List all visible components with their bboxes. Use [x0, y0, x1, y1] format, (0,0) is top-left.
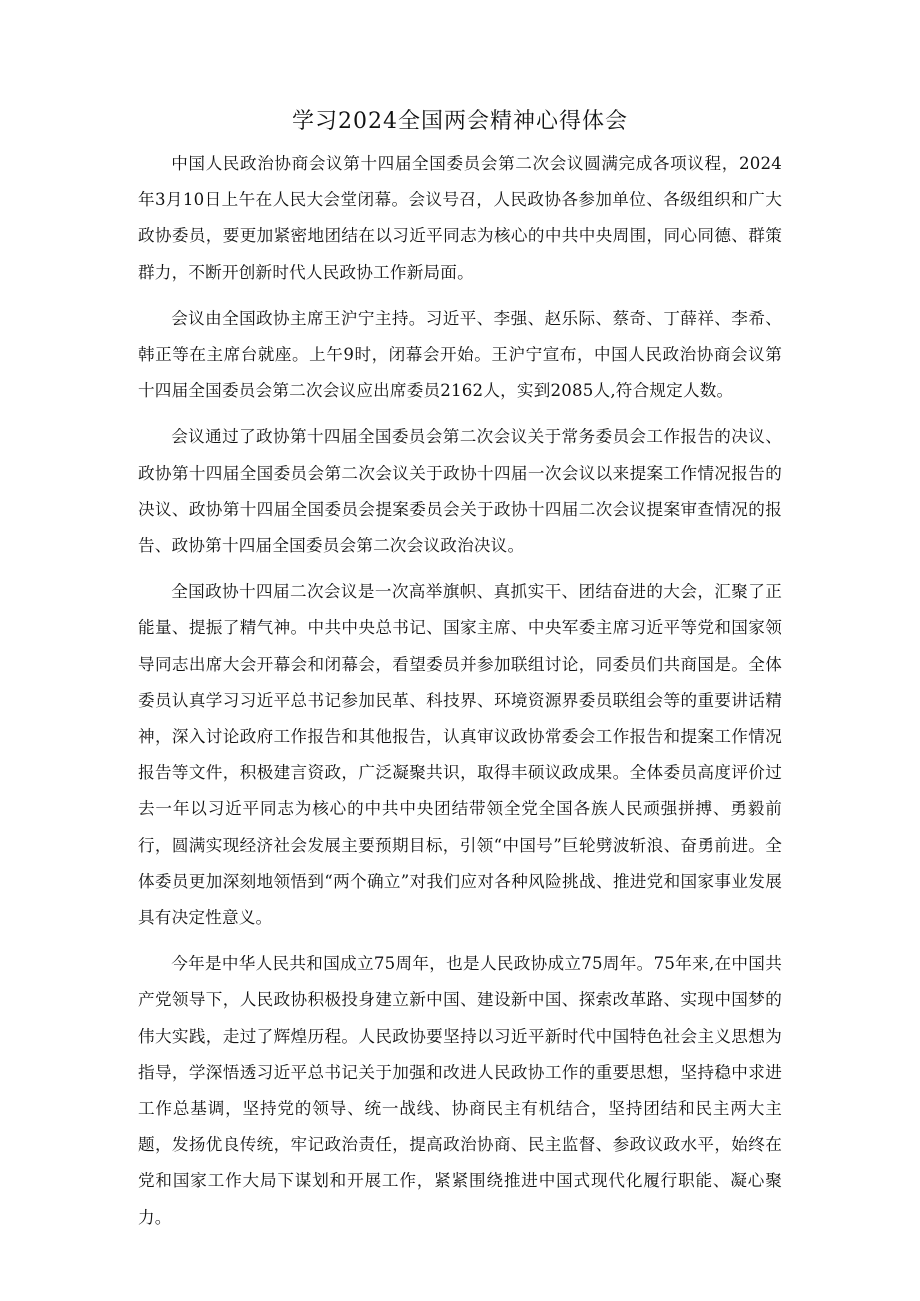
paragraph-1: 中国人民政治协商会议第十四届全国委员会第二次会议圆满完成各项议程，2024年3月10日上午在人民大会堂闭幕。会议号召，人民政协各参加单位、各级组织和广大政协委员，要更加紧密地团结在以习近平同志为核心的中共中央周围，同心同德、群策群力，不断开创新时代人民政协工作新局面。 [138, 154, 782, 282]
paragraph-2: 会议由全国政协主席王沪宁主持。习近平、李强、赵乐际、蔡奇、丁薛祥、李希、韩正等在主席台就座。上午9时，闭幕会开始。王沪宁宣布，中国人民政治协商会议第十四届全国委员会第二次会议应出席委员2162人，实到2085人,符合规定人数。 [138, 308, 782, 401]
paragraph-3: 会议通过了政协第十四届全国委员会第二次会议关于常务委员会工作报告的决议、政协第十四届全国委员会第二次会议关于政协十四届一次会议以来提案工作情况报告的决议、政协第十四届全国委员会提案委员会关于政协十四届二次会议提案审查情况的报告、政协第十四届全国委员会第二次会议政治决议。 [138, 427, 782, 556]
paragraph-4: 全国政协十四届二次会议是一次高举旗帜、真抓实干、团结奋进的大会，汇聚了正能量、提振了精气神。中共中央总书记、国家主席、中央军委主席习近平等党和国家领导同志出席大会开幕会和闭幕会，看望委员并参加联组讨论，同委员们共商国是。全体委员认真学习习近平总书记参加民革、科技界、环境资源界委员联组会等的重要讲话精神，深入讨论政府工作报告和其他报告，认真审议政协常委会工作报告和提案工作情况报告等文件，积极建言资政，广泛凝聚共识，取得丰硕议政成果。全体委员高度评价过去一年以习近平同志为核心的中共中央团结带领全党全国各族人民顽强拼搏、勇毅前行，圆满实现经济社会发展主要预期目标，引领“中国号”巨轮劈波斩浪、奋勇前进。全体委员更加深刻地领悟到“两个确立”对我们应对各种风险挑战、推进党和国家事业发展具有决定性意义。 [138, 582, 782, 928]
document-title: 学习2024全国两会精神心得体会 [292, 109, 628, 134]
paragraph-5: 今年是中华人民共和国成立75周年，也是人民政协成立75周年。75年来,在中国共产党领导下，人民政协积极投身建立新中国、建设新中国、探索改革路、实现中国梦的伟大实践，走过了辉煌历程。人民政协要坚持以习近平新时代中国特色社会主义思想为指导，学深悟透习近平总书记关于加强和改进人民政协工作的重要思想，坚持稳中求进工作总基调，坚持党的领导、统一战线、协商民主有机结合，坚持团结和民主两大主题，发扬优良传统，牢记政治责任，提高政治协商、民主监督、参政议政水平，始终在党和国家工作大局下谋划和开展工作，紧紧围绕推进中国式现代化履行职能、凝心聚力。 [138, 954, 782, 1227]
document-body [138, 146, 782, 1246]
